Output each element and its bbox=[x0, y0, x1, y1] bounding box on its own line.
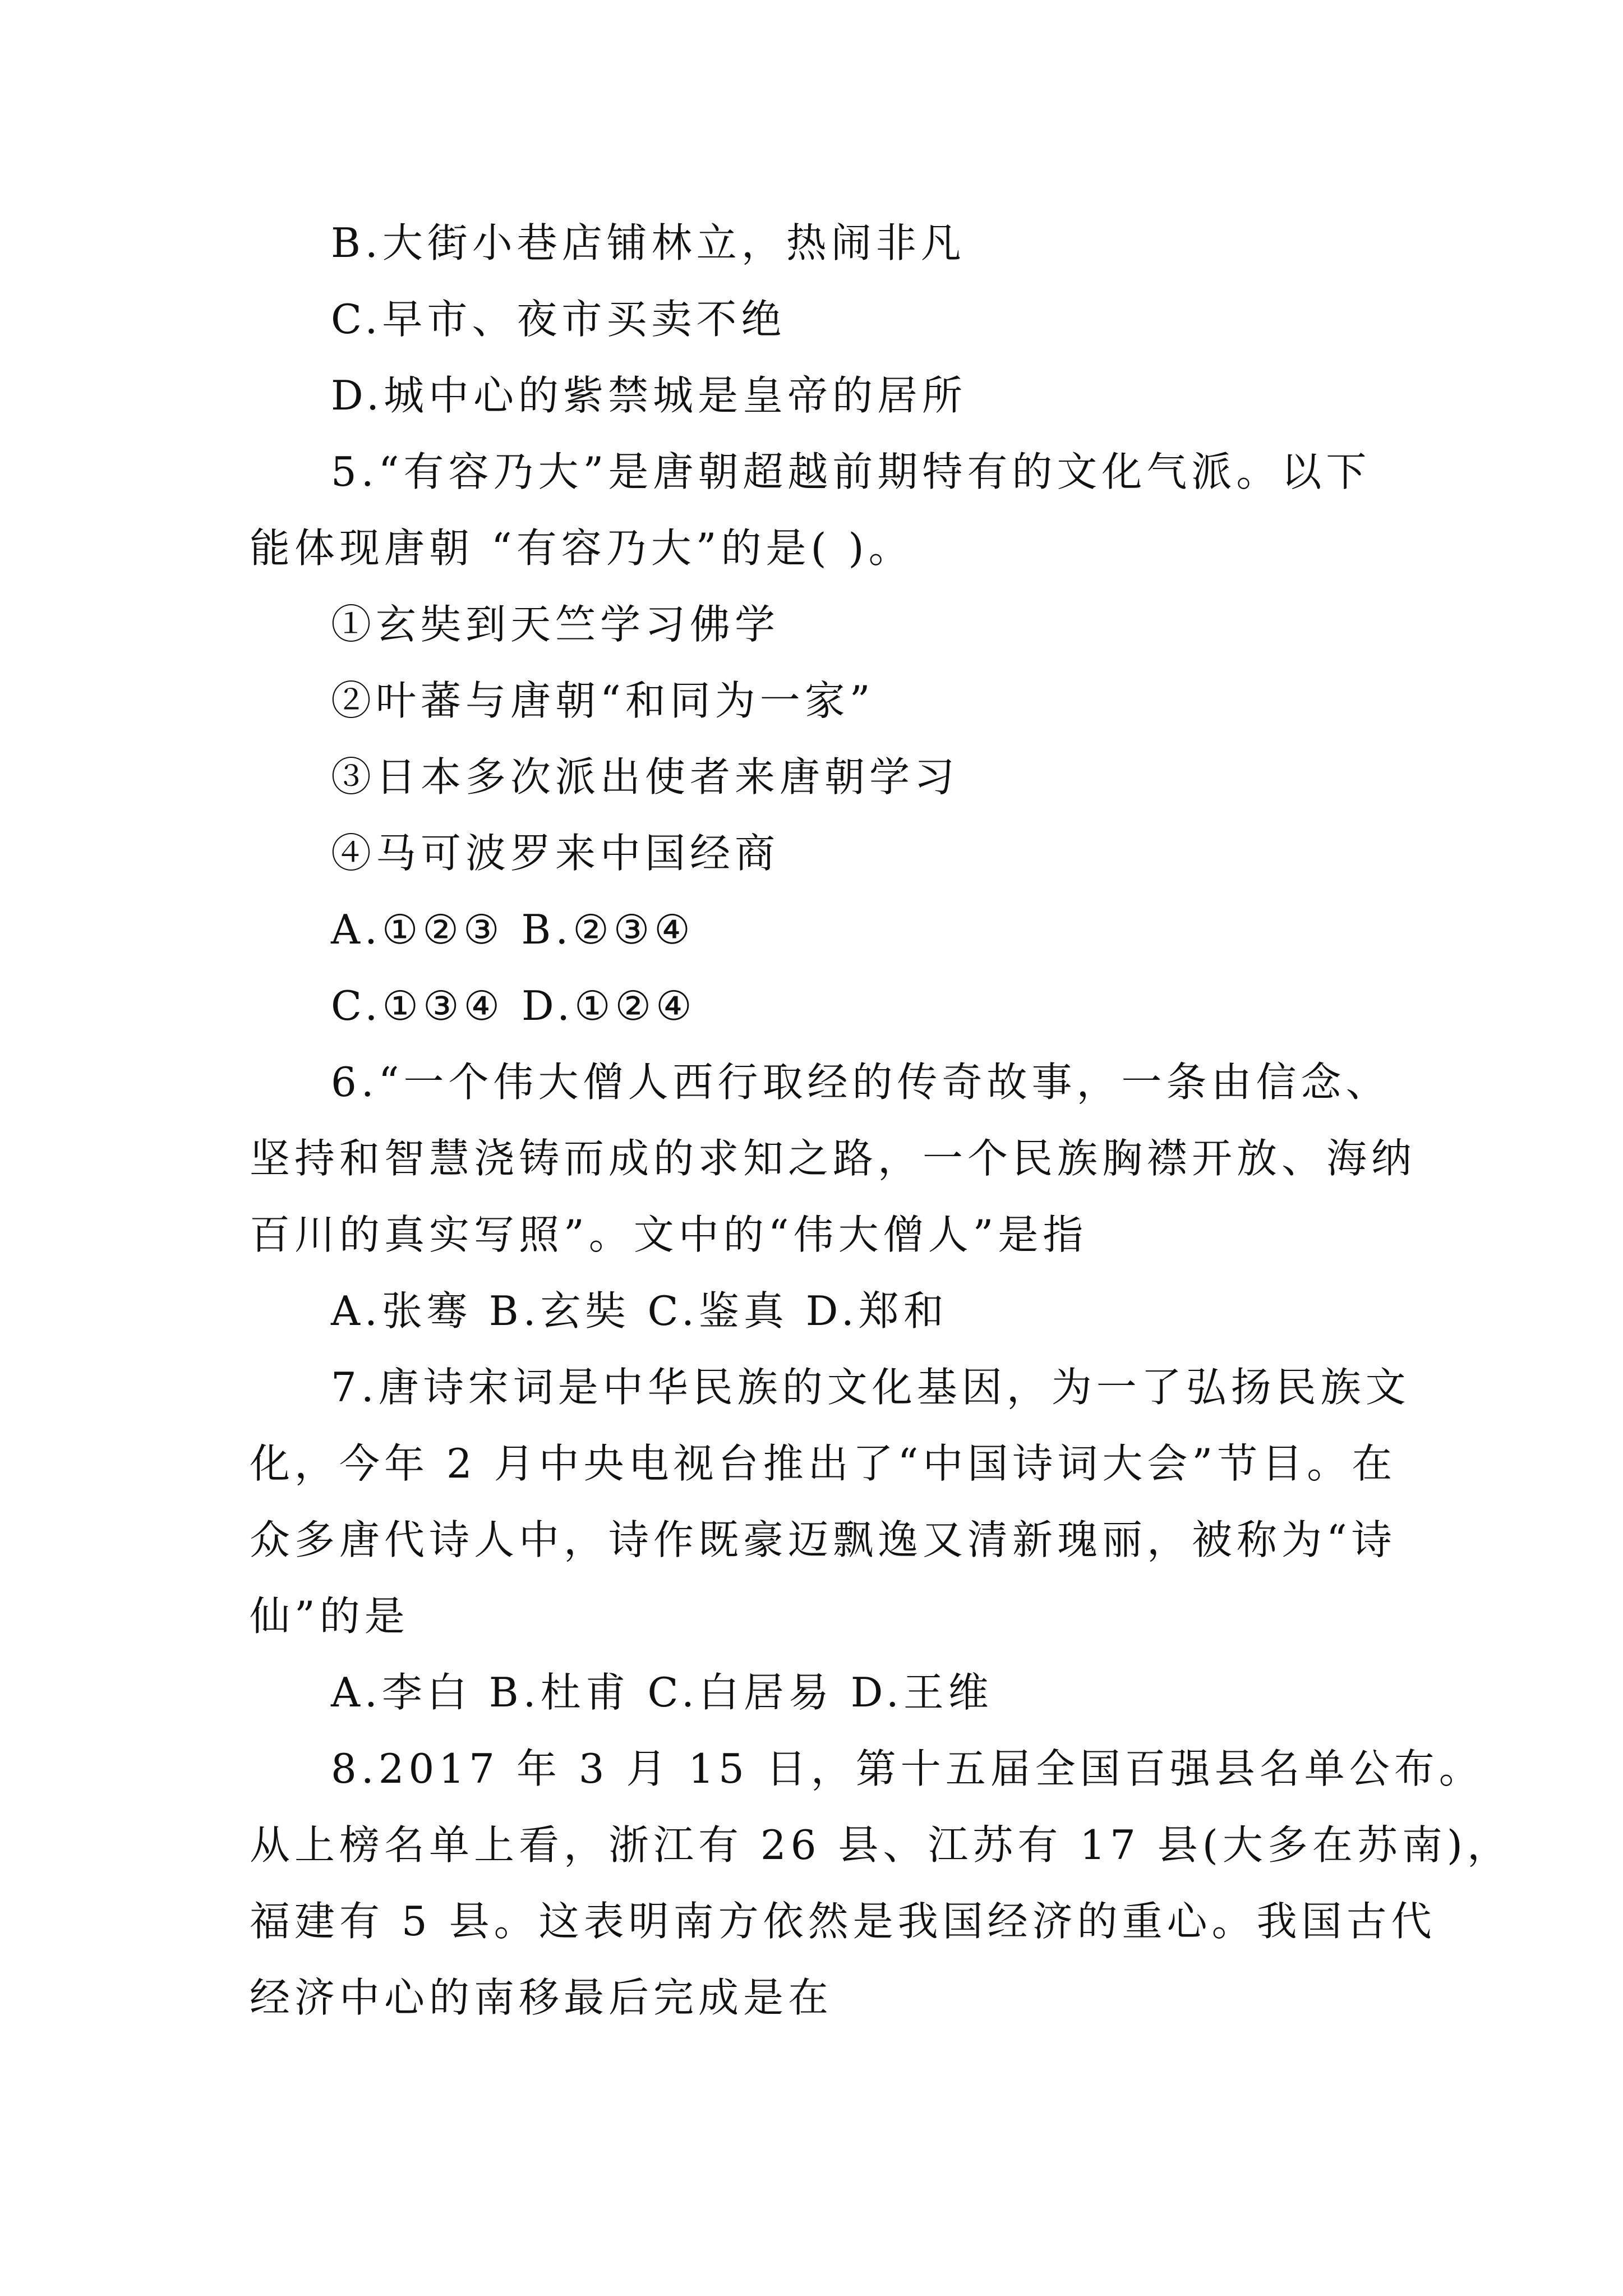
option-b-q4: B.大街小巷店铺林立，热闹非凡 bbox=[331, 219, 966, 266]
question-7-text: 7.唐诗宋词是中华民族的文化基因，为一了弘扬民族文 bbox=[331, 1364, 1410, 1411]
question-5-text: 5.“有容乃大”是唐朝超越前期特有的文化气派。以下 bbox=[331, 448, 1371, 495]
question-8-text-cont-2: 福建有 5 县。这表明南方依然是我国经济的重心。我国古代 bbox=[250, 1898, 1436, 1945]
question-5-text-cont: 能体现唐朝 “有容乃大”的是( )。 bbox=[250, 524, 914, 572]
q5-options-cd: C.①③④ D.①②④ bbox=[331, 982, 697, 1029]
question-6-text-cont-1: 坚持和智慧浇铸而成的求知之路，一个民族胸襟开放、海纳 bbox=[250, 1135, 1417, 1182]
q5-statement-1: ①玄奘到天竺学习佛学 bbox=[331, 601, 780, 648]
question-7-text-cont-2: 众多唐代诗人中，诗作既豪迈飘逸又清新瑰丽，被称为“诗 bbox=[250, 1516, 1396, 1563]
q5-statement-2: ②叶蕃与唐朝“和同为一家” bbox=[331, 677, 875, 724]
question-6-text: 6.“一个伟大僧人西行取经的传奇故事，一条由信念、 bbox=[331, 1059, 1391, 1106]
option-c-q4: C.早市、夜市买卖不绝 bbox=[331, 296, 786, 343]
q7-options: A.李白 B.杜甫 C.白居易 D.王维 bbox=[331, 1669, 993, 1716]
option-d-q4: D.城中心的紫禁城是皇帝的居所 bbox=[331, 372, 967, 419]
question-8-text: 8.2017 年 3 月 15 日，第十五届全国百强县名单公布。 bbox=[331, 1745, 1484, 1792]
q6-options: A.张骞 B.玄奘 C.鉴真 D.郑和 bbox=[331, 1287, 948, 1335]
question-8-text-cont-3: 经济中心的南移最后完成是在 bbox=[250, 1974, 833, 2021]
q5-statement-4: ④马可波罗来中国经商 bbox=[331, 830, 780, 877]
question-7-text-cont-1: 化，今年 2 月中央电视台推出了“中国诗词大会”节目。在 bbox=[250, 1440, 1397, 1487]
question-8-text-cont-1: 从上榜名单上看，浙江有 26 县、江苏有 17 县(大多在苏南)， bbox=[250, 1821, 1512, 1869]
question-7-text-cont-3: 仙”的是 bbox=[250, 1593, 409, 1640]
q5-statement-3: ③日本多次派出使者来唐朝学习 bbox=[331, 753, 960, 800]
q5-options-ab: A.①②③ B.②③④ bbox=[331, 906, 695, 953]
question-6-text-cont-2: 百川的真实写照”。文中的“伟大僧人”是指 bbox=[250, 1211, 1088, 1258]
